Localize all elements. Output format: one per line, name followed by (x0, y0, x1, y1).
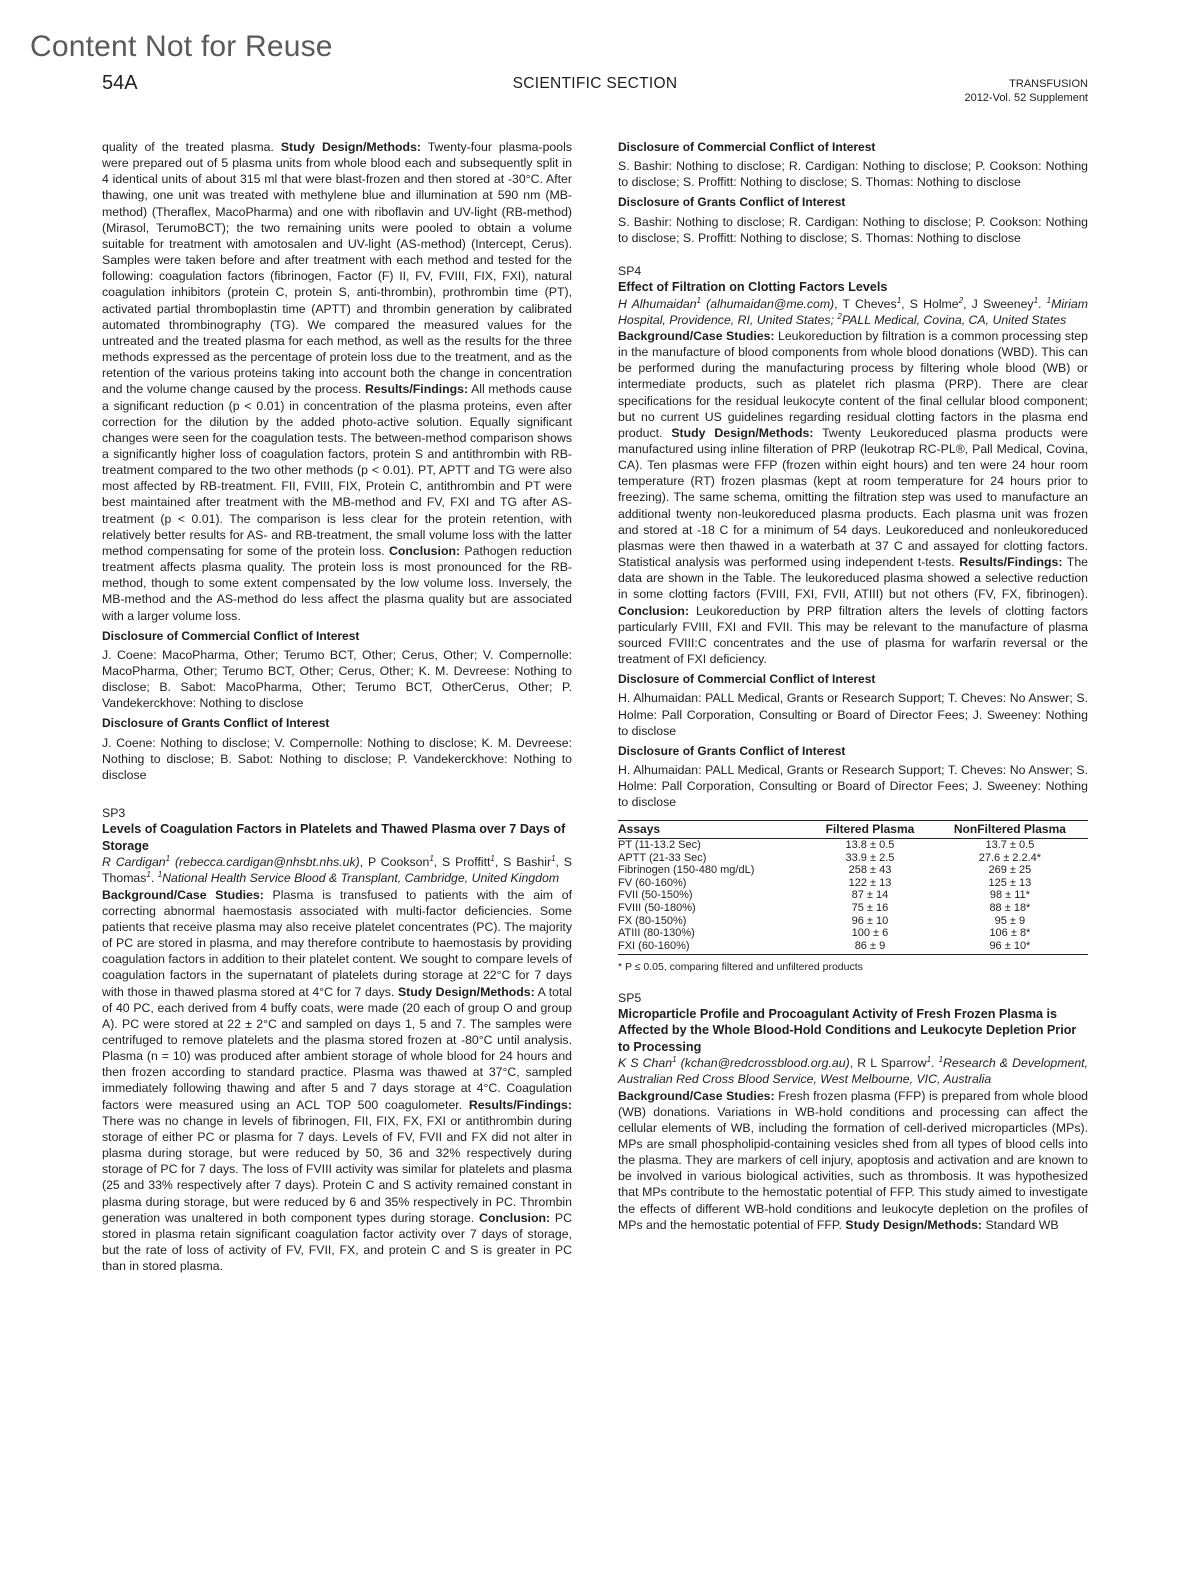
text-run: , S Holme (901, 296, 959, 311)
affiliation-marker: 1 (157, 870, 163, 880)
affiliation-marker: 1 (696, 295, 701, 305)
text-run: quality of the treated plasma. (102, 140, 281, 154)
abstract-title-sp3: Levels of Coagulation Factors in Platelets and Thawed Plasma over 7 Days of Storage (102, 822, 566, 853)
table-cell: FVII (50-150%) (618, 889, 693, 902)
table-cell: 98 ± 11* (989, 889, 1030, 902)
table-row (618, 852, 1088, 865)
subheading-label: Results/Findings: (364, 382, 469, 397)
table-row (618, 915, 1088, 928)
grants-disclosure-text: J. Coene: Nothing to disclose; V. Compernolle: Nothing to disclose; K. M. Devreese: Nothing to disclose; B. Sabot: Nothing to disclose; P. Vandekerckhove: Nothing to disclose (102, 735, 572, 782)
text-run: A total of 40 PC, each derived from 4 buffy coats, were made (20 each of group O and group A). PC were stored at 22 ± 2°C and sampled on days 1, 5 and 7. The samples were centrifuged to remove platelets and the plasma stored frozen at -80°C until analysis. Plasma (n = 10) was produced after ambient storage of whole blood for 24 hours and then frozen according to standard practice. Plasma was thawed at 37°C, sampled immediately following thawing and after 5 and 7 days storage at 4°C. Coagulation factors were measured using an ACL TOP 500 coagulometer. (102, 984, 573, 1112)
affiliation-marker: 1 (1033, 295, 1039, 305)
right-column (618, 139, 1088, 1233)
grants-disclosure-text: S. Bashir: Nothing to disclose; R. Cardigan: Nothing to disclose; P. Cookson: Nothing to disclose; S. Proffitt: Nothing to disclose; S. Thomas: Nothing to disclose (618, 214, 1088, 245)
text-run: , S Bashir (494, 855, 552, 870)
affiliation-marker: 1 (165, 854, 171, 864)
text-run: Twenty Leukoreduced plasma products were manufactured using inline filteration of PRP (leukotrap RC-PL®, Pall Medical, Covina, CA). Ten plasmas were FFP (frozen within eight hours) and ten were 24 hour room temperature (RT) frozen plasmas (kept at room temperature for 24 hours prior to freezing). The same schema, omitting the filtration step was used to manufacture an additional twenty non-leukoreduced plasma products. Each plasma unit was frozen and stored at -18 C for a minimum of 54 days. Leukoreduced and nonleukoreduced plasmas were then thawed in a waterbath at 37 C and assayed for clotting factors. Statistical analysis was performed using independent t-tests. (618, 425, 1088, 570)
table-cell: FVIII (50-180%) (618, 902, 696, 914)
text-run: . (1038, 296, 1047, 311)
abstract-id-sp5: SP5 (618, 990, 642, 1005)
commercial-disclosure-heading: Disclosure of Commercial Conflict of Interest (102, 628, 360, 643)
table-cell: FXI (60-160%) (618, 940, 808, 955)
table-cell: PT (11-13.2 Sec) (618, 839, 701, 852)
commercial-disclosure-text: J. Coene: MacoPharma, Other; Terumo BCT, Other; Cerus, Other; V. Compernolle: MacoPharma, Other; Terumo BCT, Other; Cerus, Other; K. M. Devreese: Nothing to disclose; B. Sabot: MacoPharma, Other; Terumo BCT, OtherCerus, Other; P. Vandekerckhove: Nothing to disclose (102, 647, 572, 711)
subheading-label: Conclusion: (618, 603, 690, 618)
text-run: Research & Development, Australian Red Cross Blood Service, West Melbourne, VIC, Australia (618, 1056, 1088, 1087)
affiliation-marker: 2 (837, 311, 842, 321)
text-run: , R L Sparrow (849, 1056, 927, 1071)
affiliation-marker: 2 (958, 295, 964, 305)
abstract-authors-sp5 (618, 1055, 1088, 1087)
text-run: . (150, 871, 158, 886)
table-cell: 106 ± 8* (989, 927, 1031, 940)
journal-info (964, 77, 1088, 105)
page-header (102, 72, 1088, 108)
abstract-body-sp3 (102, 887, 572, 1275)
table-cell: 13.7 ± 0.5 (985, 839, 1035, 852)
commercial-disclosure-text: S. Bashir: Nothing to disclose; R. Cardigan: Nothing to disclose; P. Cookson: Nothing to disclose; S. Proffitt: Nothing to disclose; S. Thomas: Nothing to disclose (618, 159, 1088, 190)
table-row (618, 927, 1088, 940)
table-cell: FV (60-160%) (618, 876, 687, 889)
abstract-authors-sp3 (102, 854, 572, 886)
abstract-body-sp4 (618, 328, 1088, 667)
abstract-title-sp5: Microparticle Profile and Procoagulant Activity of Fresh Frozen Plasma is Affected by the Whole Blood-Hold Conditions and Leukocyte Depletion Prior to Processing (618, 1006, 1077, 1054)
table-cell: 96 ± 10* (932, 940, 1088, 955)
table-header-cell: NonFiltered Plasma (932, 821, 1088, 839)
affiliation-marker: 1 (672, 1055, 677, 1065)
text-run: R Cardigan (102, 855, 166, 870)
text-run: PALL Medical, Covina, CA, United States (841, 312, 1067, 327)
table-row (618, 940, 1088, 955)
text-run: (rebecca.cardigan@nhsbt.nhs.uk) (170, 855, 360, 870)
journal-name: TRANSFUSION (1009, 78, 1088, 90)
subheading-label: Results/Findings: (468, 1097, 572, 1112)
table-row (618, 839, 1088, 852)
abstract-title-sp4: Effect of Filtration on Clotting Factors Levels (618, 280, 888, 295)
table-cell: 100 ± 6 (851, 927, 889, 940)
abstract-id-sp3: SP3 (102, 806, 126, 821)
section-title: SCIENTIFIC SECTION (512, 75, 678, 92)
watermark: Content Not for Reuse (30, 30, 333, 63)
subheading-label: Study Design/Methods: (397, 984, 535, 999)
table-header-row (618, 821, 1088, 839)
table-cell: 95 ± 9 (994, 914, 1026, 927)
text-run: Leukoreduction by PRP filtration alters the levels of clotting factors particularly FVIII, FXI and FVII. This may be relevant to the manufacture of plasma sourced FVIII:C concentrates and the use of plasma for warfarin reversal or the treatment of FXI deficiency. (618, 603, 1088, 667)
table-cell: 122 ± 13 (848, 876, 892, 889)
subheading-label: Conclusion: (389, 543, 461, 558)
text-run: National Health Service Blood & Transplant, Cambridge, United Kingdom (162, 871, 560, 886)
table-cell: 86 ± 9 (808, 940, 932, 955)
text-run: H Alhumaidan (618, 296, 697, 311)
text-run: , S Thomas (102, 855, 572, 886)
text-run: There was no change in levels of fibrinogen, FII, FIX, FX, FXI or antithrombin during storage of either PC or plasma for 7 days. Levels of FV, FVII and FX did not alter in plasma during storage, but were reduced by 50, 36 and 32% respectively during storage of PC for 7 days. The loss of FVIII activity was similar for platelets and plasma (25 and 33% respectively after 7 days). Protein C and S activity remained constant in plasma during storage, but were reduced by 6 and 35% respectively in PC. Thrombin generation was unaltered in both component types during storage. (102, 1113, 572, 1225)
text-run: , P Cookson (359, 855, 430, 870)
text-run: Standard WB (982, 1217, 1059, 1232)
table-cell: 33.9 ± 2.5 (845, 851, 895, 864)
subheading-label: Background/Case Studies: (102, 887, 264, 902)
clotting-factors-table (618, 820, 1088, 955)
text-run: , J Sweeney (963, 296, 1034, 311)
table-cell: 88 ± 18* (989, 902, 1031, 914)
table-cell: 269 ± 25 (988, 864, 1032, 877)
table-header-cell: Assays (618, 821, 808, 839)
table-cell: 75 ± 16 (851, 902, 889, 914)
table-body (618, 839, 1088, 955)
table-cell: 96 ± 10 (851, 914, 889, 927)
text-run: All methods cause a significant reduction (p < 0.01) in concentration of the plasma proteins, even after correction for the dilution by the added photo-active solution. Equally significant changes were seen for the coagulation tests. The between-method comparison shows a significantly higher loss of coagulation factors, protein S and antithrombin with RB-treatment compared to the two other methods (p < 0.01). PT, APTT and TG were also most affected by RB-treatment. FII, FVIII, FIX, Protein C, antithrombin and PT were best maintained after treatment with the MB-method and FV, FXI and TG after AS-treatment (p < 0.01). The comparison is less clear for the protein retention, with relatively better results for AS- and RB-treatment, the small volume loss with the latter method compensating for some of the protein loss. (102, 382, 572, 558)
table-cell: Fibrinogen (150-480 mg/dL) (618, 864, 755, 877)
text-run: Twenty-four plasma-pools were prepared out of 5 plasma units from whole blood each and subsequently split in 4 identical units of about 315 ml that were blast-frozen and then stored at -30°C. After thawing, one unit was treated with methylene blue and illumination at 590 nm (MB-method) (Theraflex, MacoPharma) and one with riboflavin and UV-light (RB-method) (Mirasol, TerumoBCT); the two remaining units were pooled to obtain a volume suitable for treatment with amotosalen and UV-light (AS-method) (Intercept, Cerus). Samples were taken before and after treatment with each method and tested for the following: coagulation factors (fibrinogen, Factor (F) II, FV, FVIII, FIX, FXI), natural coagulation inhibitors (protein C, protein S, anti-thrombin), prothrombin time (PT), activated partial thromboplastin time (APTT) and thrombin generation by calibrated automated thrombinography (TG). We compared the measured values for the untreated and the treated plasma for each method, as well as the results for the three methods expressed as the percentage of protein loss due to the treatment, and as the retention of the various proteins taking into account both the change in concentration and the volume change caused by the process. (102, 140, 572, 397)
text-run: Fresh frozen plasma (FFP) is prepared from whole blood (WB) donations. Variations in WB-hold conditions and processing can affect the cellular elements of WB, including the formation of cell-derived microparticles (MPs). MPs are small phospholipid-containing vesicles shed from all types of blood cells into the plasma. They are markers of cell injury, apoptosis and activation and are known to be involved in various biological activities, such as thrombosis. It was hypothesized that MPs contribute to the hemostatic potential of FFP. This study aimed to investigate the effects of different WB-hold conditions and leukocyte depletion on the profiles of MPs and the hemostatic potential of FFP. (618, 1088, 1089, 1232)
table-cell: FX (80-150%) (618, 914, 687, 927)
affiliation-marker: 1 (896, 295, 902, 305)
subheading-label: Background/Case Studies: (618, 1088, 775, 1103)
subheading-label: Study Design/Methods: (845, 1217, 983, 1232)
abstract-id-sp4: SP4 (618, 263, 642, 278)
abstract-authors-sp4 (618, 296, 1088, 328)
table-row (618, 889, 1088, 902)
text-run: Pathogen reduction treatment affects plasma quality. The protein loss is most pronounced for the RB-method, though to some extent compensated by the low volume loss. Inversely, the MB-method and the AS-method do less affect the plasma quality but are associated with a larger volume loss. (102, 543, 572, 623)
commercial-disclosure-heading: Disclosure of Commercial Conflict of Interest (618, 672, 876, 687)
journal-volume: 2012-Vol. 52 Supplement (964, 92, 1088, 104)
text-run: K S Chan (618, 1056, 673, 1071)
subheading-label: Study Design/Methods: (280, 140, 421, 154)
table-cell: 27.6 ± 2.2.4* (978, 851, 1042, 864)
table-cell: ATIII (80-130%) (618, 927, 695, 940)
text-run: . (931, 1056, 939, 1071)
text-run: PC stored in plasma retain significant coagulation factor activity over 7 days of storage, but the rate of loss of activity of FV, FVII, FX, and protein C and S is greater in PC than in stored plasma. (102, 1210, 573, 1274)
table-cell: 125 ± 13 (988, 876, 1032, 889)
grants-disclosure-text: H. Alhumaidan: PALL Medical, Grants or Research Support; T. Cheves: No Answer; S. Holme: Pall Corporation, Consulting or Board of Director Fees; J. Sweeney: Nothing to disclose (618, 762, 1088, 810)
table-cell: 258 ± 43 (848, 864, 892, 877)
table-cell: 87 ± 14 (851, 889, 889, 902)
affiliation-marker: 1 (429, 854, 434, 864)
grants-disclosure-heading: Disclosure of Grants Conflict of Interest (102, 716, 330, 731)
affiliation-marker: 1 (926, 1055, 932, 1065)
commercial-disclosure-text: H. Alhumaidan: PALL Medical, Grants or Research Support; T. Cheves: No Answer; S. Holme: Pall Corporation, Consulting or Board of Director Fees; J. Sweeney: Nothing to disclose (618, 691, 1088, 738)
affiliation-marker: 1 (551, 854, 556, 864)
subheading-label: Results/Findings: (959, 555, 1063, 570)
text-run: , T Cheves (834, 296, 897, 311)
affiliation-marker: 1 (146, 870, 151, 880)
abstract-body-sp5 (618, 1088, 1088, 1233)
subheading-label: Background/Case Studies: (618, 328, 775, 343)
text-run: Leukoreduction by filtration is a common processing step in the manufacture of blood components from whole blood donations (WBD). This can be performed during the manufacturing process by filtering whole blood (WB) or intermediate products, such as platelet rich plasma (PRP). There are clear specifications for the residual leukocyte content of the final cellular blood component; but no current US guidelines regarding residual clotting factors in the plasma end product. (618, 328, 1088, 440)
table-footnote: * P ≤ 0.05, comparing filtered and unfiltered products (618, 961, 863, 974)
affiliation-marker: 1 (1046, 295, 1052, 305)
text-run: (kchan@redcrossblood.org.au) (676, 1056, 850, 1071)
affiliation-marker: 1 (490, 854, 495, 864)
affiliation-marker: 1 (938, 1055, 944, 1065)
text-run: The data are shown in the Table. The leukoreduced plasma showed a selective reduction in some clotting factors (FVIII, FXI, FVII, ATIII) but not others (FV, FX, fibrinogen). (618, 555, 1089, 602)
subheading-label: Conclusion: (479, 1210, 551, 1225)
text-run: (alhumaidan@me.com) (701, 296, 835, 311)
text-run: Miriam Hospital, Providence, RI, United States; (618, 296, 1088, 327)
grants-disclosure-heading: Disclosure of Grants Conflict of Interest (618, 195, 846, 210)
text-run: Plasma is transfused to patients with the aim of correcting abnormal haemostasis associated with multi-factor deficiencies. Some patients that receive plasma may also receive platelet concentrates (PC). The majority of PC are stored in plasma, and may therefore contribute to haemostasis by providing coagulation factors in addition to their platelet content. We sought to compare levels of coagulation factors in the supernatant of platelets during storage at 22°C for 7 days with those in thawed plasma stored at 4°C for 7 days. (102, 887, 572, 999)
table-cell: 13.8 ± 0.5 (845, 839, 895, 852)
table-row (618, 864, 1088, 877)
commercial-disclosure-heading: Disclosure of Commercial Conflict of Interest (618, 140, 876, 154)
page-number: 54A (102, 72, 138, 94)
text-run: , S Proffitt (433, 855, 491, 870)
grants-disclosure-heading: Disclosure of Grants Conflict of Interest (618, 743, 846, 758)
left-column (102, 139, 572, 1274)
table-row (618, 902, 1088, 915)
subheading-label: Study Design/Methods: (671, 425, 814, 440)
table-header-cell: Filtered Plasma (808, 821, 932, 839)
table-row (618, 877, 1088, 890)
abstract-continuation (102, 139, 572, 624)
table-cell: APTT (21-33 Sec) (618, 851, 707, 864)
